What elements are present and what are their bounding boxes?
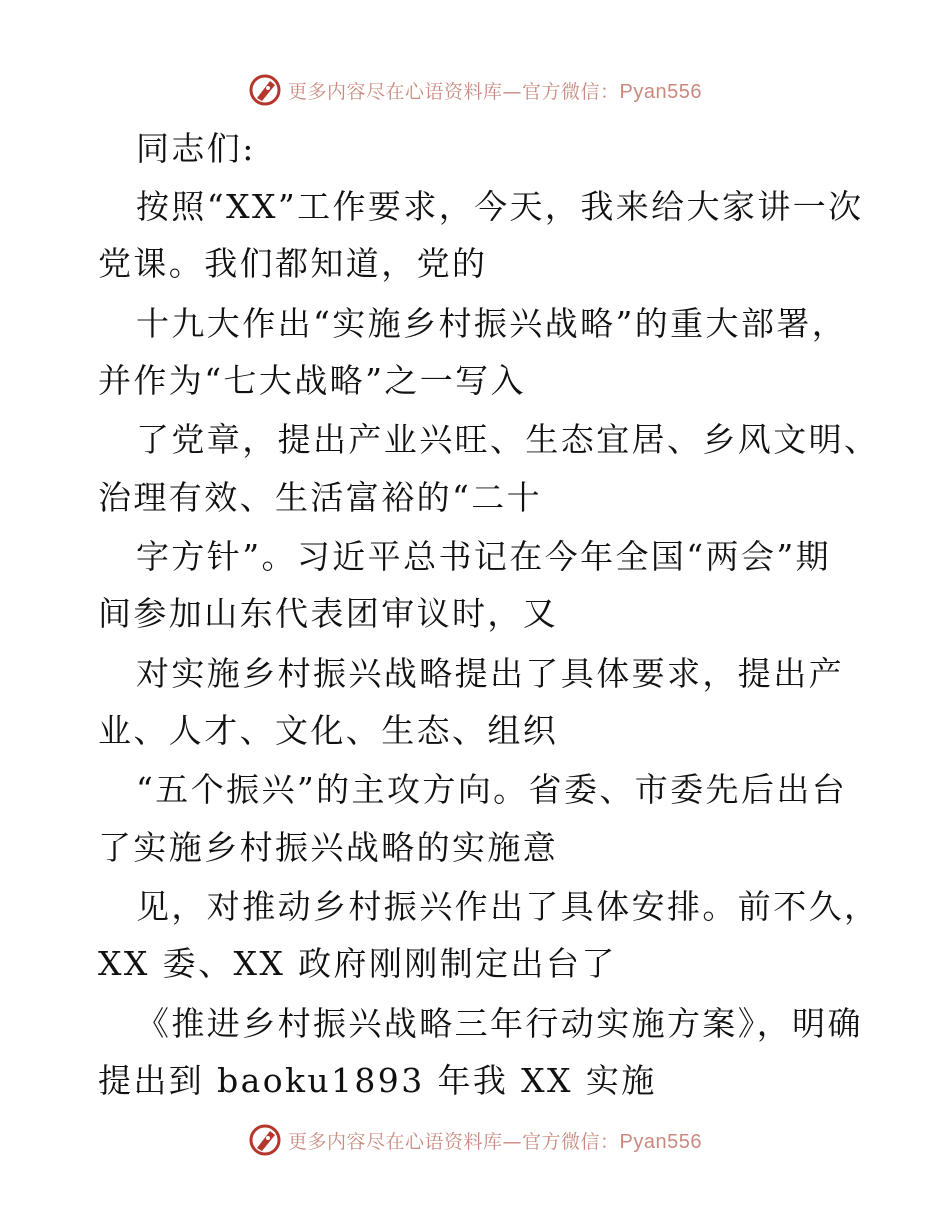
text-line: 治理有效、生活富裕的“二十 (98, 478, 543, 517)
text-line: 十九大作出“实施乡村振兴战略”的重大部署， (136, 304, 848, 343)
text-line: 间参加山东代表团审议时，又 (98, 594, 559, 633)
text-line: 了党章，提出产业兴旺、生态宜居、乡风文明、 (136, 420, 880, 459)
text-line: 对实施乡村振兴战略提出了具体要求，提出产 (136, 654, 844, 693)
watermark-account: Pyan556 (619, 80, 702, 103)
text-line: 了实施乡村振兴战略的实施意 (98, 828, 559, 867)
text-line: 见，对推动乡村振兴作出了具体安排。前不久， (136, 887, 880, 926)
text-line: 业、人才、文化、生态、组织 (98, 711, 559, 750)
text-line: “五个振兴”的主攻方向。省委、市委先后出台 (136, 770, 848, 809)
text-line: 提出到 baoku1893 年我 XX 实施 (98, 1061, 657, 1100)
text-line: 字方针”。习近平总书记在今年全国“两会”期 (136, 537, 832, 576)
text-line: 并作为“七大战略”之一写入 (98, 361, 526, 400)
watermark-label: 更多内容尽在心语资料库—官方微信： (288, 80, 620, 103)
text-line: 按照“XX”工作要求，今天，我来给大家讲一次 (136, 187, 864, 226)
watermark-account: Pyan556 (619, 1130, 702, 1153)
pen-nib-circle-icon (248, 1123, 282, 1157)
text-line: 《推进乡村振兴战略三年行动实施方案》，明确 (136, 1004, 863, 1043)
text-line: XX 委、XX 政府刚刚制定出台了 (98, 944, 617, 983)
text-line: 党课。我们都知道，党的 (98, 244, 488, 283)
text-line: 同志们: (136, 129, 256, 168)
watermark-text (288, 1127, 702, 1154)
footer-watermark (0, 1120, 950, 1160)
watermark-label: 更多内容尽在心语资料库—官方微信： (288, 1130, 620, 1153)
